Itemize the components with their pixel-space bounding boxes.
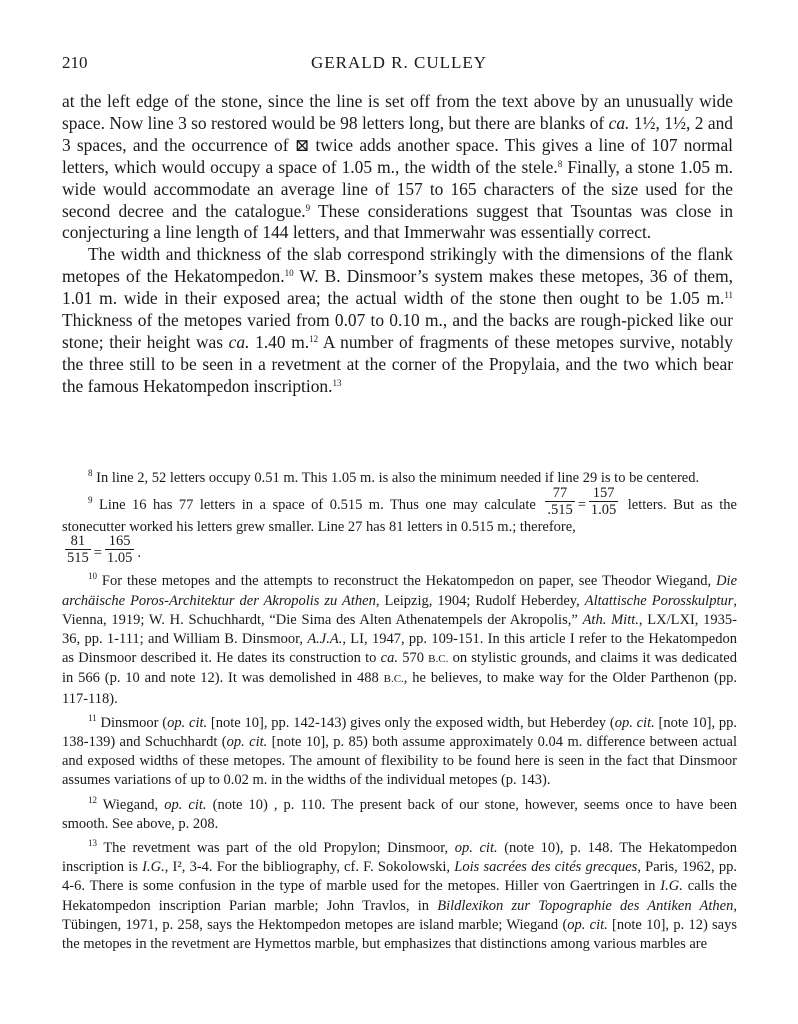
footnote-ref[interactable]: 12 [309,333,319,344]
footnote-number: 12 [88,794,97,805]
footnote-10: $^{10}$ For these metopes and the attempts to reconstruct the Hekatompedon on paper, see Theodor Wiegand, Die archäische Poros-Architektur der Akropolis zu Athen, Leipzig, 1904; Rudolf Heberdey, Altattische Porosskulptur, Vienna, 1919; W. H. Schuchhardt, “Die Sima des Alten Athenatempels der Akropolis,” Ath. Mitt., LX/LXI, 1935-36, pp. 1-111; and William B. Dinsmoor, A.J.A., LI, 1947, pp. 109-151. In this article I refer to the Hekatompedon as Dinsmoor described it. He dates its construction to ca. 570 B.C. on stylistic grounds, and claims it was dedicated in 566 (p. 10 and note 12). It was demolished in 488 B.C., he believes, to make way for the Older Parthenon (pp. 117-118). [62,571,737,707]
footnote-ref[interactable]: 13 [332,377,342,388]
footnote-9: $^9$ Line 16 has 77 letters in a space of 0.515 m. Thus one may calculate $\frac{77}{.515}$ = $\frac{157}{1.05}$ letters. But as the stonecutter worked his letters grew smaller. Line 27 has 81 letters in 0.515 m.; therefore, [62,485,737,536]
footnote-number: 10 [88,571,97,582]
equals-sign: = [93,545,102,562]
paragraph: The width and thickness of the slab correspond strikingly with the dimensions of the flank metopes of the Hekatompedon.$^{10}$ W. B. Dinsmoor’s system makes these metopes, 36 of them, 1.01 m. wide in their exposed area; the actual width of the stone then ought to be 1.05 m.$^{11}$ Thickness of the metopes varied from 0.07 to 0.10 m., and the backs are rough-picked like our stone; their height was ca. 1.40 m.$^{12}$ A number of fragments of these metopes survive, notably the three still to be seen in a revetment at the corner of the Propylaia, and the two which bear the famous Hekatompedon inscription.$^{13}$ [62,244,733,396]
fraction: $\frac{165}{1.05}$ [106,533,133,567]
equals-sign: = [577,497,586,514]
main-text [62,91,733,398]
inscription-glyph: ⊠ [294,134,310,155]
footnote-number: 11 [88,712,97,723]
footnote-number: 9 [88,495,93,506]
page-header [62,53,736,75]
fraction: $\frac{157}{1.05}$ [590,485,617,519]
footnote-8: $^8$ In line 2, 52 letters occupy 0.51 m. This 1.05 m. is also the minimum needed if line 29 is to be centered. [88,468,700,486]
footnote-ref[interactable]: 9 [305,202,311,213]
footnote-number: 13 [88,838,97,849]
paragraph: at the left edge of the stone, since the line is set off from the text above by an unusually wide space. Now line 3 so restored would be 98 letters long, but there are blanks of ca. 1½, 1½, 2 and 3 spaces, and the occurrence of ⊠ twice adds another space. This gives a line of 107 normal letters, which would occupy a space of 1.05 m., the width of the stele.$^8$ Finally, a stone 1.05 m. wide would accommodate an average line of 157 to 165 characters of the size used for the second decree and the catalogue.$^9$ These considerations suggest that Tsountas was close in conjecturing a line length of 144 letters, and that Immerwahr was essentially correct. [62,91,734,243]
footnote-ref[interactable]: 11 [724,290,733,301]
footnote-11: $^{11}$ Dinsmoor (op. cit. [note 10], pp. 142-143) gives only the exposed width, but Heberdey (op. cit. [note 10], pp. 138-139) and Schuchhardt (op. cit. [note 10], p. 85) both assume approximately 0.04 m. difference between actual and exposed widths of these metopes. The amount of flexibility to be found here is seen in the fact that Dinsmoor assumes variations of up to 0.02 m. in the widths of the individual metopes (p. 143). [62,712,737,789]
footnote-12: $^{12}$ Wiegand, op. cit. (note 10) , p. 110. The present back of our stone, however, seems once to have been smooth. See above, p. 208. [62,794,738,832]
footnote-ref[interactable]: 10 [284,268,294,279]
fraction: $\frac{81}{515}$ [67,533,89,567]
fraction: $\frac{77}{.515}$ [547,485,573,519]
footnote-13: $^{13}$ The revetment was part of the old Propylon; Dinsmoor, op. cit. (note 10), p. 148. The Hekatompedon inscription is I.G., I², 3-4. For the bibliography, cf. F. Sokolowski, Lois sacrées des cités grecques, Paris, 1962, pp. 4-6. There is some confusion in the type of marble used for the metopes. Hiller von Gaertringen in I.G. calls the Hekatompedon inscription Parian marble; John Travlos, in Bildlexikon zur Topographie des Antiken Athen, Tübingen, 1971, p. 258, says the Hektompedon metopes are island marble; Wiegand (op. cit. [note 10], p. 12) says the metopes in the revetment are Hymettos marble, but emphasizes that distinctions among various marbles are [62,838,738,953]
running-head: GERALD R. CULLEY [310,53,488,72]
footnote-9-equation: $\frac{81}{515}$ = $\frac{165}{1.05}$ . [67,533,141,567]
footnote-ref[interactable]: 8 [557,158,563,169]
footnote-number: 8 [88,468,93,478]
footnotes [62,469,737,959]
page-number: 210 [62,53,88,72]
